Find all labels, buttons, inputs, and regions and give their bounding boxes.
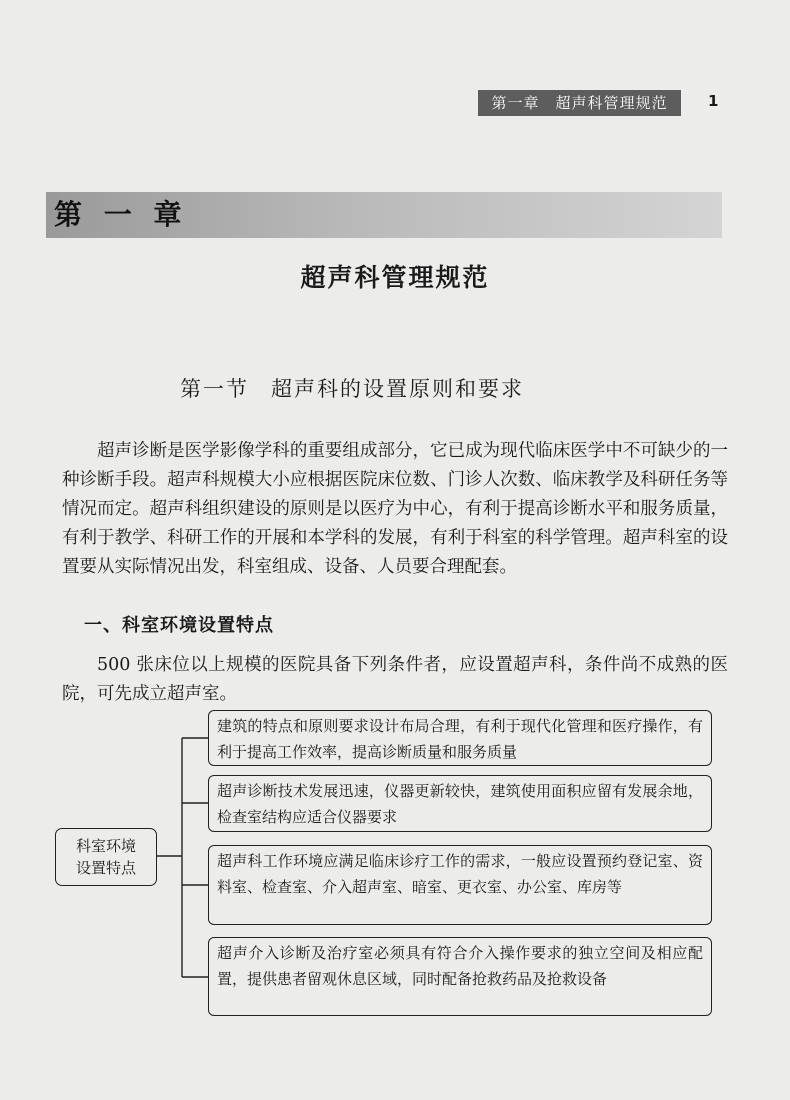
- root-line-1: 科室环境: [75, 837, 136, 855]
- running-header-title: 超声科管理规范: [555, 94, 668, 112]
- diagram-leaf-environment: 超声科工作环境应满足临床诊疗工作的需求，一般应设置预约登记室、资料室、检查室、介入超声室、暗室、更衣室、办公室、库房等: [208, 845, 712, 925]
- section-number: 第一节: [180, 377, 249, 401]
- diagram-leaf-intervention: 超声介入诊断及治疗室必须具有符合介入操作要求的独立空间及相应配置，提供患者留观休息区域，同时配备抢救药品及抢救设备: [208, 937, 712, 1016]
- section-name: 超声科的设置原则和要求: [271, 377, 524, 401]
- chapter-band: [46, 192, 722, 238]
- diagram-leaf-technology: 超声诊断技术发展迅速，仪器更新较快，建筑使用面积应留有发展余地，检查室结构应适合仪器要求: [208, 775, 712, 832]
- page-number: 1: [708, 92, 719, 110]
- subheading: 一、科室环境设置特点: [84, 615, 274, 636]
- section-title: [180, 373, 524, 403]
- running-header: [478, 90, 681, 116]
- body-paragraph-intro: 超声诊断是医学影像学科的重要组成部分，它已成为现代临床医学中不可缺少的一种诊断手段。超声科规模大小应根据医院床位数、门诊人次数、临床教学及科研任务等情况而定。超声科组织建设的原则是以医疗为中心，有利于提高诊断水平和服务质量，有利于教学、科研工作的开展和本学科的发展，有利于科室的科学管理。超声科室的设置要从实际情况出发，科室组成、设备、人员要合理配套。: [62, 441, 728, 577]
- diagram-root-node: [55, 828, 157, 886]
- running-header-chapter: 第一章: [491, 94, 540, 112]
- chapter-title: 超声科管理规范: [300, 263, 490, 292]
- diagram-leaf-building: 建筑的特点和原则要求设计布局合理，有利于现代化管理和医疗操作，有利于提高工作效率，提高诊断质量和服务质量: [208, 710, 712, 766]
- chapter-label: 第 一 章: [54, 198, 188, 231]
- root-line-2: 设置特点: [75, 859, 136, 877]
- body-paragraph-beds: 500 张床位以上规模的医院具备下列条件者，应设置超声科，条件尚不成熟的医院，可先成立超声室。: [62, 655, 728, 704]
